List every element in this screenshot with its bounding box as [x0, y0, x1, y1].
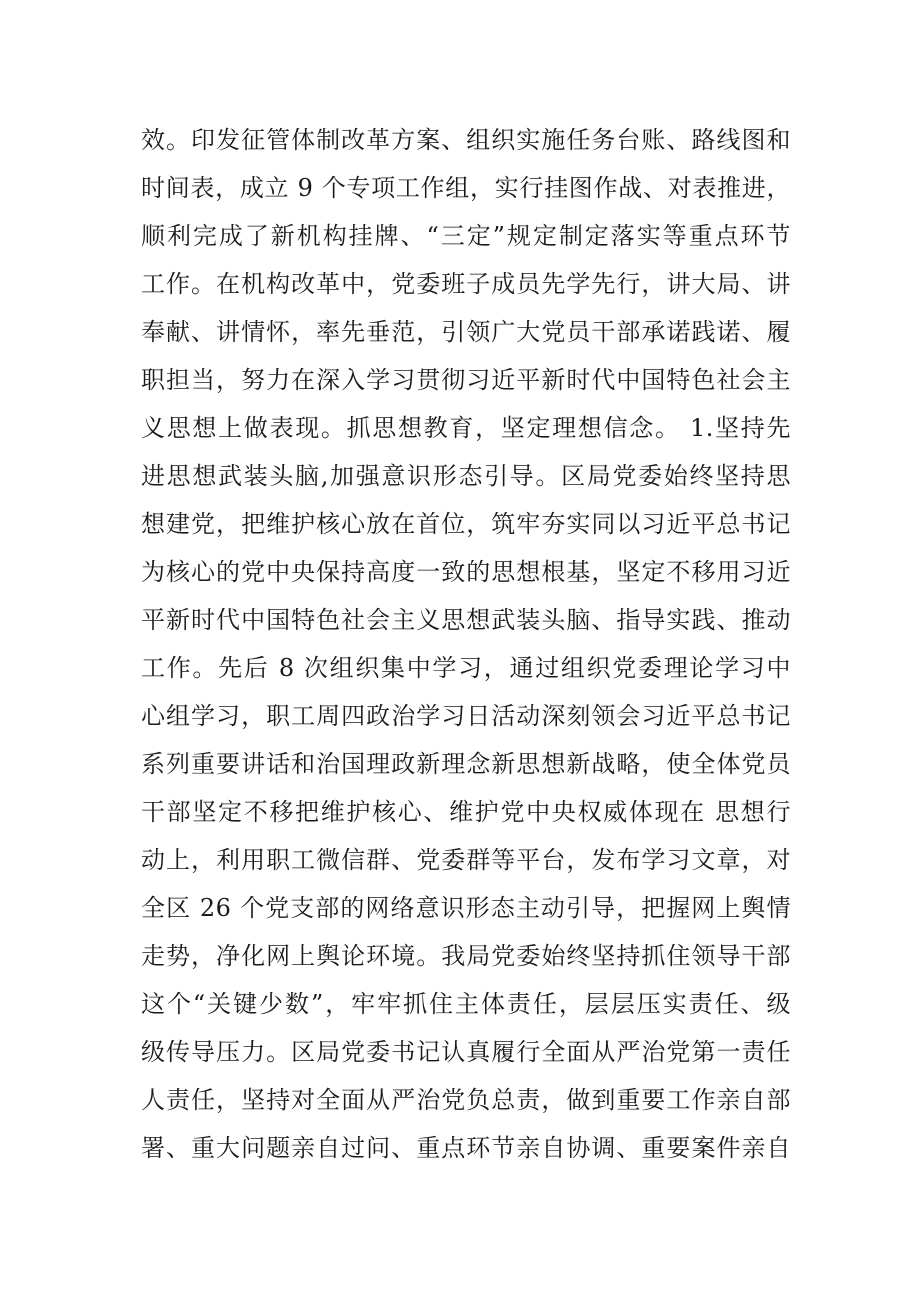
text-line: 义思想上做表现。抓思想教育，坚定理想信念。 1.坚持先	[141, 414, 791, 442]
text-line: 心组学习，职工周四政治学习日活动深刻领会习近平总书记	[141, 702, 791, 730]
text-line: 职担当，努力在深入学习贯彻习近平新时代中国特色社会主	[141, 366, 791, 394]
text-line: 系列重要讲话和治国理政新理念新思想新战略，使全体党员	[141, 750, 791, 778]
text-line: 动上，利用职工微信群、党委群等平台，发布学习文章，对	[141, 846, 791, 874]
text-line: 平新时代中国特色社会主义思想武装头脑、指导实践、推动	[141, 606, 791, 634]
text-line: 工作。先后 8 次组织集中学习，通过组织党委理论学习中	[141, 654, 791, 682]
text-line: 为核心的党中央保持高度一致的思想根基，坚定不移用习近	[141, 558, 791, 586]
text-line: 奉献、讲情怀，率先垂范，引领广大党员干部承诺践诺、履	[141, 318, 791, 346]
text-line: 署、重大问题亲自过问、重点环节亲自协调、重要案件亲自	[141, 1134, 791, 1162]
text-line: 效。印发征管体制改革方案、组织实施任务台账、路线图和	[141, 126, 791, 154]
text-line: 时间表，成立 9 个专项工作组，实行挂图作战、对表推进，	[141, 174, 791, 202]
text-line: 工作。在机构改革中，党委班子成员先学先行，讲大局、讲	[141, 270, 791, 298]
text-line: 想建党，把维护核心放在首位，筑牢夯实同以习近平总书记	[141, 510, 791, 538]
text-line: 走势，净化网上舆论环境。我局党委始终坚持抓住领导干部	[141, 942, 791, 970]
text-line: 全区 26 个党支部的网络意识形态主动引导，把握网上舆情	[141, 894, 791, 922]
text-line: 这个“关键少数”，牢牢抓住主体责任，层层压实责任、级	[141, 990, 791, 1018]
text-line: 干部坚定不移把维护核心、维护党中央权威体现在 思想行	[141, 798, 791, 826]
text-line: 人责任，坚持对全面从严治党负总责，做到重要工作亲自部	[141, 1086, 791, 1114]
text-line: 进思想武装头脑,加强意识形态引导。区局党委始终坚持思	[141, 462, 791, 490]
body-paragraph	[141, 116, 791, 1172]
text-line: 顺利完成了新机构挂牌、“三定”规定制定落实等重点环节	[141, 222, 791, 250]
text-line: 级传导压力。区局党委书记认真履行全面从严治党第一责任	[141, 1038, 791, 1066]
